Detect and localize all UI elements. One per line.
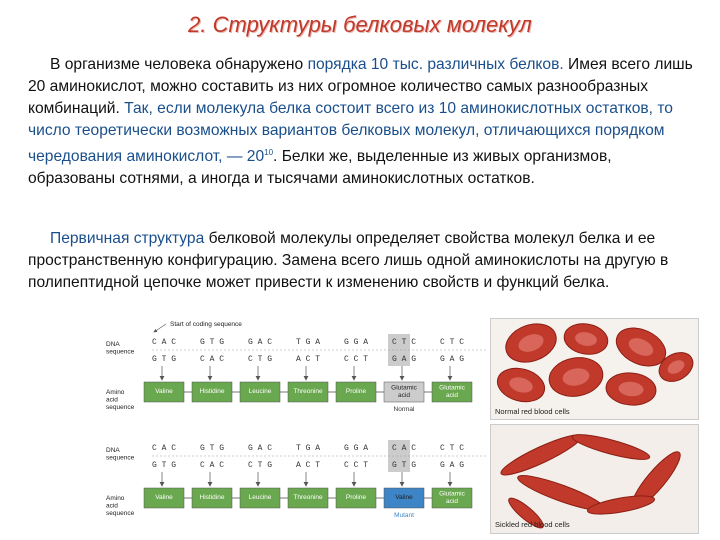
normal-codon-bottom: C T G <box>248 355 273 364</box>
normal-blood-cells-photo <box>490 318 699 420</box>
normal-codon-bottom: G A G <box>440 355 465 364</box>
normal-amino-label-text: Glutamic <box>439 384 465 392</box>
normal-codon-top: C A C <box>152 338 177 347</box>
paragraph-protein-diversity <box>28 54 696 190</box>
start-label: Start of coding sequence <box>170 321 242 328</box>
mutant-codon-bottom: C T G <box>248 461 273 470</box>
p2-highlight: Первичная структура <box>50 230 205 247</box>
mutant-codon-bottom: C A C <box>200 461 225 470</box>
dna-mutation-diagram <box>100 318 490 536</box>
mutant-dna-label: DNA sequence <box>106 447 135 462</box>
mutant-codon-bottom: C C T <box>344 461 369 470</box>
p2-text: белковой молекулы определяет свойства молекул белка и ее пространственную конфигурацию. Замена всего лишь одной аминокислоты на другую в полипептидной цепочке может привести к изменению свойств и функций белка. <box>28 230 669 291</box>
normal-amino-label-text: Leucine <box>248 388 272 395</box>
p1-text-3: . Белки же, выделенные из живых организмов, образованы сотнями, а иногда и тысячами аминокислотных остатков. <box>28 148 612 188</box>
normal-amino-label-text: Histidine <box>199 388 225 395</box>
normal-cells-caption: Normal red blood cells <box>495 407 570 416</box>
normal-codon-bottom: C A C <box>200 355 225 364</box>
mutant-caption: Mutant <box>394 512 414 519</box>
normal-codon-bottom: A C T <box>296 355 321 364</box>
p1-highlight-1: порядка 10 тыс. различных белков. <box>307 56 564 73</box>
normal-amino-label: Amino acid sequence <box>106 389 135 411</box>
normal-cells-image <box>491 319 698 419</box>
normal-amino-label-text: acid <box>398 391 410 399</box>
sickle-cells-caption: Sickled red blood cells <box>495 520 570 529</box>
mutant-codon-bottom: G T G <box>152 461 177 470</box>
normal-codon-bottom: G A G <box>392 355 417 364</box>
mutant-amino-label-text: Valine <box>155 494 173 501</box>
mutant-codon-bottom: A C T <box>296 461 321 470</box>
mutant-amino-label: Amino acid sequence <box>106 495 135 517</box>
sickled-red-cell <box>571 430 652 464</box>
mutant-codon-top: G A C <box>248 444 273 453</box>
mutant-amino-label-text: acid <box>446 497 458 505</box>
normal-codon-top: C T C <box>392 338 417 347</box>
normal-amino-label-text: acid <box>446 391 458 399</box>
normal-codon-bottom: C C T <box>344 355 369 364</box>
normal-codon-top: T G A <box>296 338 321 347</box>
p1-exponent: 10 <box>264 148 274 157</box>
start-arrow <box>154 324 166 332</box>
normal-amino-label-text: Threonine <box>293 388 323 395</box>
normal-amino-label-text: Glutamic <box>391 384 417 392</box>
normal-codon-bottom: G T G <box>152 355 177 364</box>
sickle-blood-cells-photo <box>490 424 699 534</box>
p1-highlight-2-text: Так, если молекула белка состоит всего из 10 аминокислотных остатков, то число теоретически возможных вариантов белковых молекул, отличающихся порядком чередования аминокислот, — 20 <box>28 100 673 166</box>
mutant-amino-label-text: Glutamic <box>439 490 465 498</box>
mutant-amino-label-text: Proline <box>345 494 367 501</box>
sickled-red-cell <box>498 429 585 481</box>
normal-caption: Normal <box>393 406 415 413</box>
normal-codon-top: G G A <box>344 338 369 347</box>
mutant-codon-top: T G A <box>296 444 321 453</box>
normal-codon-top: C T C <box>440 338 465 347</box>
mutant-amino-label-text: Threonine <box>293 494 323 501</box>
p1-text-2: Имея всего лишь 20 аминокислот, можно составить из них огромное количество самых разнообразных комбинаций. <box>28 56 693 117</box>
normal-codon-top: G A C <box>248 338 273 347</box>
p1-text-1: В организме человека обнаружено <box>50 56 308 73</box>
mutant-codon-top: C A C <box>152 444 177 453</box>
mutant-codon-bottom: G A G <box>440 461 465 470</box>
normal-amino-label-text: Proline <box>345 388 367 395</box>
mutant-amino-label-text: Leucine <box>248 494 272 501</box>
sickle-cells-image <box>491 425 698 533</box>
sickled-red-cell <box>586 492 655 518</box>
mutant-codon-bottom: G T G <box>392 461 417 470</box>
normal-amino-label-text: Valine <box>155 388 173 395</box>
normal-dna-label: DNA sequence <box>106 341 135 356</box>
mutant-codon-top: G T G <box>200 444 225 453</box>
mutant-amino-label-text: Valine <box>395 494 413 501</box>
mutant-codon-top: C T C <box>440 444 465 453</box>
mutant-amino-label-text: Histidine <box>199 494 225 501</box>
normal-codon-top: G T G <box>200 338 225 347</box>
mutant-codon-top: C A C <box>392 444 417 453</box>
page-title: 2. Структуры белковых молекул <box>188 12 532 37</box>
mutant-codon-top: G G A <box>344 444 369 453</box>
paragraph-primary-structure <box>28 228 696 294</box>
